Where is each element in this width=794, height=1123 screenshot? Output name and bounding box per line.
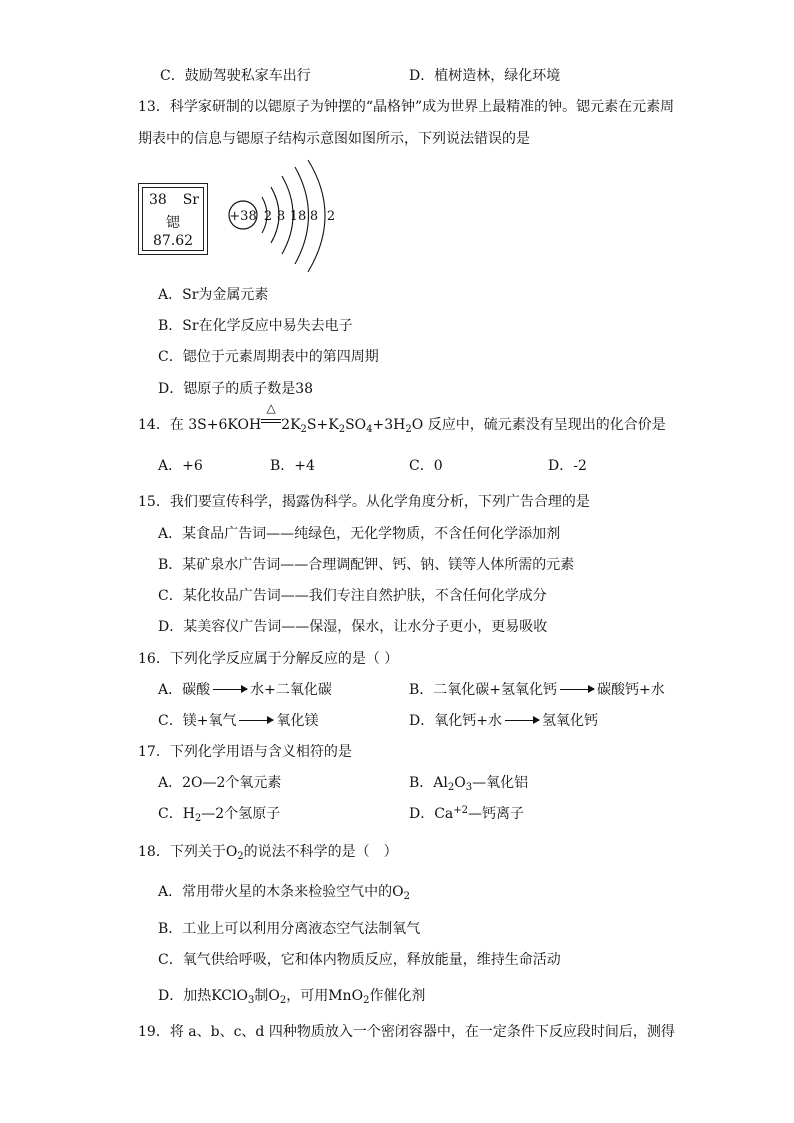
- q14-eq-part: 2K: [281, 417, 301, 433]
- q14-option-a: A．+6: [158, 458, 203, 474]
- q17-c-part: C．H: [158, 806, 195, 822]
- delta-icon: △: [266, 401, 276, 415]
- q18-stem-sub: 2: [237, 851, 244, 862]
- q17-option-d: [409, 805, 524, 823]
- q17-d-sup: +2: [453, 805, 469, 816]
- q13-option-a: A．Sr为金属元素: [158, 287, 269, 303]
- q18-stem-part: 的说法不科学的是（ ）: [243, 844, 398, 860]
- element-name: 锶: [166, 215, 180, 231]
- q13-option-d: D．锶原子的质子数是38: [158, 381, 314, 397]
- q16-option-c: [158, 712, 318, 730]
- atomic-structure-diagram: [224, 158, 344, 276]
- q17-b-part: O: [454, 775, 466, 791]
- q17-b-part: —氧化铝: [472, 775, 529, 791]
- q15-option-b: B．某矿泉水广告词——合理调配钾、钙、钠、镁等人体所需的元素: [158, 557, 575, 573]
- q14-prefix: 14．在 3S+6KOH: [138, 417, 262, 433]
- q13-option-b: B．Sr在化学反应中易失去电子: [158, 318, 353, 334]
- q14-eq-part: S+K: [306, 417, 339, 433]
- q15-stem: 15．我们要宣传科学，揭露伪科学。从化学角度分析，下列广告合理的是: [138, 494, 590, 510]
- q18-d-part: 作催化剂: [369, 988, 426, 1004]
- q15-option-c: C．某化妆品广告词——我们专注自然护肤，不含任何化学成分: [158, 588, 547, 604]
- q17-option-c: [158, 805, 280, 823]
- q18-d-part: ，可用MnO: [286, 988, 364, 1004]
- shell-electrons-3: 18: [289, 209, 307, 224]
- q17-c-part: —2个氢原子: [201, 806, 281, 822]
- q17-option-a: A．2O—2个氧元素: [158, 775, 282, 791]
- q16-c-products: 氧化镁: [276, 713, 319, 729]
- q18-a-part: A．常用带火星的木条来检验空气中的O: [158, 884, 404, 900]
- shell-electrons-4: 8: [309, 209, 319, 224]
- q17-d-part: —钙离子: [468, 806, 525, 822]
- arrow-right-icon: [505, 720, 539, 721]
- q14-stem: [138, 401, 666, 435]
- q16-option-d: [409, 712, 598, 730]
- q17-d-part: D．Ca: [409, 806, 454, 822]
- q17-c-sub: 2: [194, 813, 202, 824]
- q13-option-c: C．锶位于元素周期表中的第四周期: [158, 349, 379, 365]
- q16-d-reactants: D．氧化钙+水: [409, 713, 502, 729]
- heating-condition: [261, 401, 281, 434]
- q18-d-sub: 2: [363, 995, 370, 1006]
- q16-option-b: [409, 681, 665, 699]
- q13-stem-line2: 期表中的信息与锶原子结构示意图如图所示，下列说法错误的是: [138, 131, 530, 147]
- q16-stem: 16．下列化学反应属于分解反应的是（ ）: [138, 651, 399, 667]
- q18-d-sub: 2: [279, 995, 287, 1006]
- q12-option-d: D．植树造林，绿化环境: [409, 68, 561, 84]
- q14-eq-part: O: [411, 417, 424, 433]
- q18-option-d: [158, 987, 425, 1005]
- q14-eq-sub: 2: [338, 424, 346, 435]
- atomic-number: 38: [149, 192, 167, 208]
- q18-d-part: D．加热KClO: [158, 988, 248, 1004]
- q15-option-a: A．某食品广告词——纯绿色，无化学物质，不含任何化学添加剂: [158, 526, 561, 542]
- shell-electrons-5: 2: [326, 209, 336, 224]
- q18-d-part: 制O: [254, 988, 280, 1004]
- q13-stem-line1: 13．科学家研制的以锶原子为钟摆的“晶格钟”成为世界上最精准的钟。锶元素在元素周: [138, 99, 675, 115]
- shell-electrons-1: 2: [263, 209, 273, 224]
- shell-electrons-2: 8: [276, 209, 286, 224]
- q14-option-c: C．0: [409, 458, 443, 474]
- q14-eq-sub: 2: [405, 424, 412, 435]
- q17-stem: 17．下列化学用语与含义相符的是: [138, 744, 352, 760]
- q17-b-sub: 3: [465, 782, 473, 793]
- q14-eq-sub: 4: [366, 424, 373, 435]
- q17-b-part: B．Al: [409, 775, 448, 791]
- q14-suffix: 反应中，硫元素没有呈现出的化合价是: [423, 417, 666, 433]
- q18-option-a: [158, 883, 410, 901]
- q14-eq-part: SO: [345, 417, 367, 433]
- q18-d-sub: 3: [247, 995, 255, 1006]
- q16-a-reactants: A．碳酸: [158, 682, 211, 698]
- q17-b-sub: 2: [447, 782, 455, 793]
- q16-b-products: 碳酸钙+水: [597, 682, 665, 698]
- q17-option-b: [409, 774, 528, 792]
- nucleus-charge: +38: [229, 209, 257, 224]
- q14-eq-part: +3H: [372, 417, 406, 433]
- periodic-table-cell: [138, 183, 208, 255]
- q18-a-sub: 2: [403, 891, 410, 902]
- q14-option-d: D．-2: [548, 458, 587, 474]
- q15-option-d: D．某美容仪广告词——保湿，保水，让水分子更小，更易吸收: [158, 619, 548, 635]
- q16-d-products: 氢氧化钙: [541, 713, 598, 729]
- q12-option-c: C．鼓励驾驶私家车出行: [160, 68, 311, 84]
- q16-c-reactants: C．镁+氧气: [158, 713, 237, 729]
- q14-option-b: B．+4: [270, 458, 315, 474]
- arrow-right-icon: [213, 689, 247, 690]
- q16-a-products: 水+二氧化碳: [250, 682, 332, 698]
- q14-eq-sub: 2: [300, 424, 307, 435]
- q18-option-c: C．氧气供给呼吸，它和体内物质反应，释放能量，维持生命活动: [158, 952, 561, 968]
- q16-option-a: [158, 681, 332, 699]
- element-symbol: Sr: [182, 192, 199, 208]
- q18-stem-part: 18．下列关于O: [138, 844, 238, 860]
- q16-b-reactants: B．二氧化碳+氢氧化钙: [409, 682, 558, 698]
- arrow-right-icon: [560, 689, 594, 690]
- q18-stem: [138, 843, 398, 861]
- arrow-right-icon: [239, 720, 273, 721]
- q19-stem-line1: 19．将 a、b、c、d 四种物质放入一个密闭容器中，在一定条件下反应段时间后，测得: [138, 1024, 675, 1040]
- atomic-mass: 87.62: [152, 233, 194, 249]
- q18-option-b: B．工业上可以利用分离液态空气法制氧气: [158, 921, 421, 937]
